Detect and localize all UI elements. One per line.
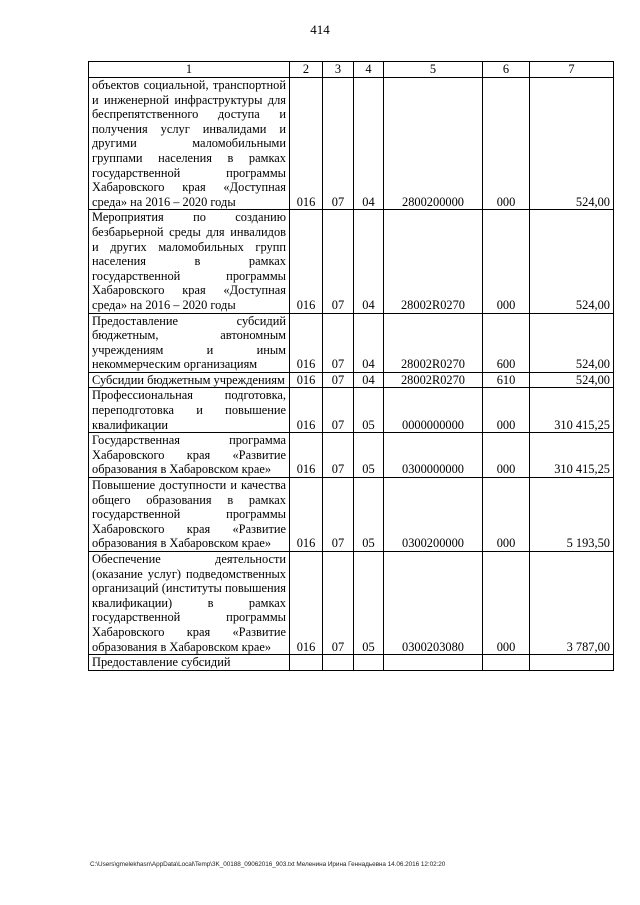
row-ministry-code: 016	[290, 388, 323, 433]
row-subsection-code: 04	[354, 313, 384, 372]
row-target-code: 28002R0270	[384, 313, 483, 372]
row-amount: 524,00	[530, 210, 614, 313]
row-expense-type-code: 000	[483, 478, 530, 552]
row-ministry-code: 016	[290, 313, 323, 372]
row-section-code: 07	[323, 210, 354, 313]
table-row	[89, 210, 614, 313]
row-amount: 310 415,25	[530, 433, 614, 478]
row-target-code: 28002R0270	[384, 372, 483, 388]
table-row	[89, 552, 614, 655]
row-target-code: 28002R0270	[384, 210, 483, 313]
header-col-6: 6	[483, 62, 530, 78]
row-amount: 524,00	[530, 78, 614, 210]
row-subsection-code: 04	[354, 372, 384, 388]
row-ministry-code: 016	[290, 478, 323, 552]
row-subsection-code: 05	[354, 433, 384, 478]
table-row	[89, 433, 614, 478]
row-target-code: 2800200000	[384, 78, 483, 210]
row-amount: 310 415,25	[530, 388, 614, 433]
row-section-code: 07	[323, 313, 354, 372]
row-expense-type-code	[483, 655, 530, 671]
row-ministry-code: 016	[290, 210, 323, 313]
row-section-code: 07	[323, 552, 354, 655]
table-row	[89, 372, 614, 388]
row-expense-type-code: 000	[483, 210, 530, 313]
row-amount: 524,00	[530, 372, 614, 388]
row-section-code: 07	[323, 388, 354, 433]
table-row	[89, 388, 614, 433]
row-amount: 524,00	[530, 313, 614, 372]
row-expense-type-code: 610	[483, 372, 530, 388]
row-subsection-code: 05	[354, 388, 384, 433]
row-expense-type-code: 000	[483, 433, 530, 478]
row-amount: 3 787,00	[530, 552, 614, 655]
row-expense-type-code: 600	[483, 313, 530, 372]
row-name: Мероприятия по созданию безбарьерной среды для инвалидов и других маломобильных групп населения в рамках государственной программы Хабаровского края «Доступная среда» на 2016 – 2020 годы	[89, 210, 290, 313]
row-section-code: 07	[323, 78, 354, 210]
row-name: Предоставление субсидий бюджетным, автономным учреждениям и иным некоммерческим организациям	[89, 313, 290, 372]
document-footer-path: C:\Users\gmelekhasn\AppData\Local\Temp\3K_00188_09062016_903.txt Меленина Ирина Геннадьевна 14.06.2016 12:02:20	[90, 861, 446, 868]
row-name: Повышение доступности и качества общего образования в рамках государственной программы Хабаровского края «Развитие образования в Хабаровском крае»	[89, 478, 290, 552]
row-amount	[530, 655, 614, 671]
row-target-code	[384, 655, 483, 671]
table-row	[89, 655, 614, 671]
header-col-5: 5	[384, 62, 483, 78]
row-name: Обеспечение деятельности (оказание услуг) подведомственных организаций (институты повышения квалификации) в рамках государственной программы Хабаровского края «Развитие образования в Хабаровском крае»	[89, 552, 290, 655]
header-col-2: 2	[290, 62, 323, 78]
page-number: 414	[310, 22, 330, 37]
row-ministry-code: 016	[290, 372, 323, 388]
row-ministry-code	[290, 655, 323, 671]
header-col-7: 7	[530, 62, 614, 78]
table-row	[89, 313, 614, 372]
row-target-code: 0300203080	[384, 552, 483, 655]
row-target-code: 0300200000	[384, 478, 483, 552]
row-name: Предоставление субсидий	[89, 655, 290, 671]
row-expense-type-code: 000	[483, 78, 530, 210]
row-ministry-code: 016	[290, 78, 323, 210]
row-expense-type-code: 000	[483, 552, 530, 655]
row-target-code: 0300000000	[384, 433, 483, 478]
row-name: Субсидии бюджетным учреждениям	[89, 372, 290, 388]
row-section-code: 07	[323, 433, 354, 478]
header-col-1: 1	[89, 62, 290, 78]
row-section-code: 07	[323, 478, 354, 552]
row-ministry-code: 016	[290, 552, 323, 655]
row-expense-type-code: 000	[483, 388, 530, 433]
row-subsection-code: 04	[354, 78, 384, 210]
header-row	[89, 62, 614, 78]
row-subsection-code: 04	[354, 210, 384, 313]
budget-table	[88, 61, 614, 671]
header-col-4: 4	[354, 62, 384, 78]
row-subsection-code	[354, 655, 384, 671]
table-row	[89, 78, 614, 210]
row-amount: 5 193,50	[530, 478, 614, 552]
row-subsection-code: 05	[354, 478, 384, 552]
row-subsection-code: 05	[354, 552, 384, 655]
row-name: Государственная программа Хабаровского края «Развитие образования в Хабаровском крае»	[89, 433, 290, 478]
row-name: объектов социальной, транспортной и инженерной инфраструктуры для беспрепятственного доступа и получения услуг инвалидами и другими маломобильными группами населения в рамках государственной программы Хабаровского края «Доступная среда» на 2016 – 2020 годы	[89, 78, 290, 210]
row-name: Профессиональная подготовка, переподготовка и повышение квалификации	[89, 388, 290, 433]
row-section-code: 07	[323, 372, 354, 388]
table-row	[89, 478, 614, 552]
row-ministry-code: 016	[290, 433, 323, 478]
row-section-code	[323, 655, 354, 671]
row-target-code: 0000000000	[384, 388, 483, 433]
header-col-3: 3	[323, 62, 354, 78]
